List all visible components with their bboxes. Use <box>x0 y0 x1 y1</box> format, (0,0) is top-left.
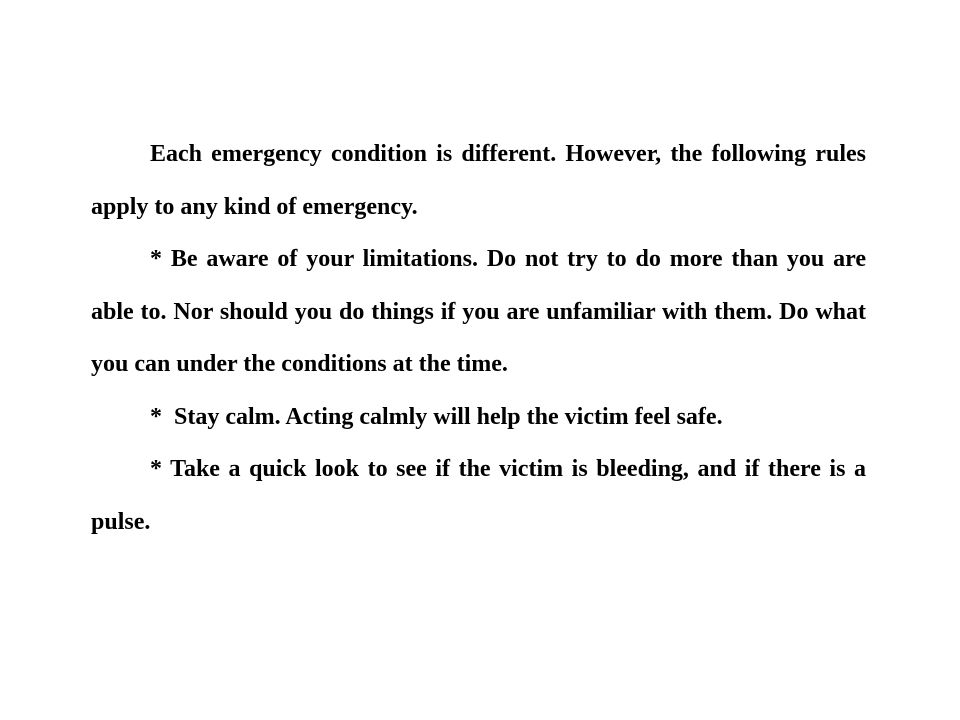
paragraph-rule-check-victim: * Take a quick look to see if the victim is bleeding, and if there is a pulse. <box>91 456 866 535</box>
paragraph-rule-limitations: * Be aware of your limitations. Do not try to do more than you are able to. Nor should you do things if you are unfamiliar with them. Do what you can under the conditions at the time. <box>91 246 866 377</box>
body-text <box>91 128 866 548</box>
paragraph-rule-stay-calm: * Stay calm. Acting calmly will help the victim feel safe. <box>150 403 723 430</box>
paragraph-intro: Each emergency condition is different. However, the following rules apply to any kind of emergency. <box>91 141 866 220</box>
